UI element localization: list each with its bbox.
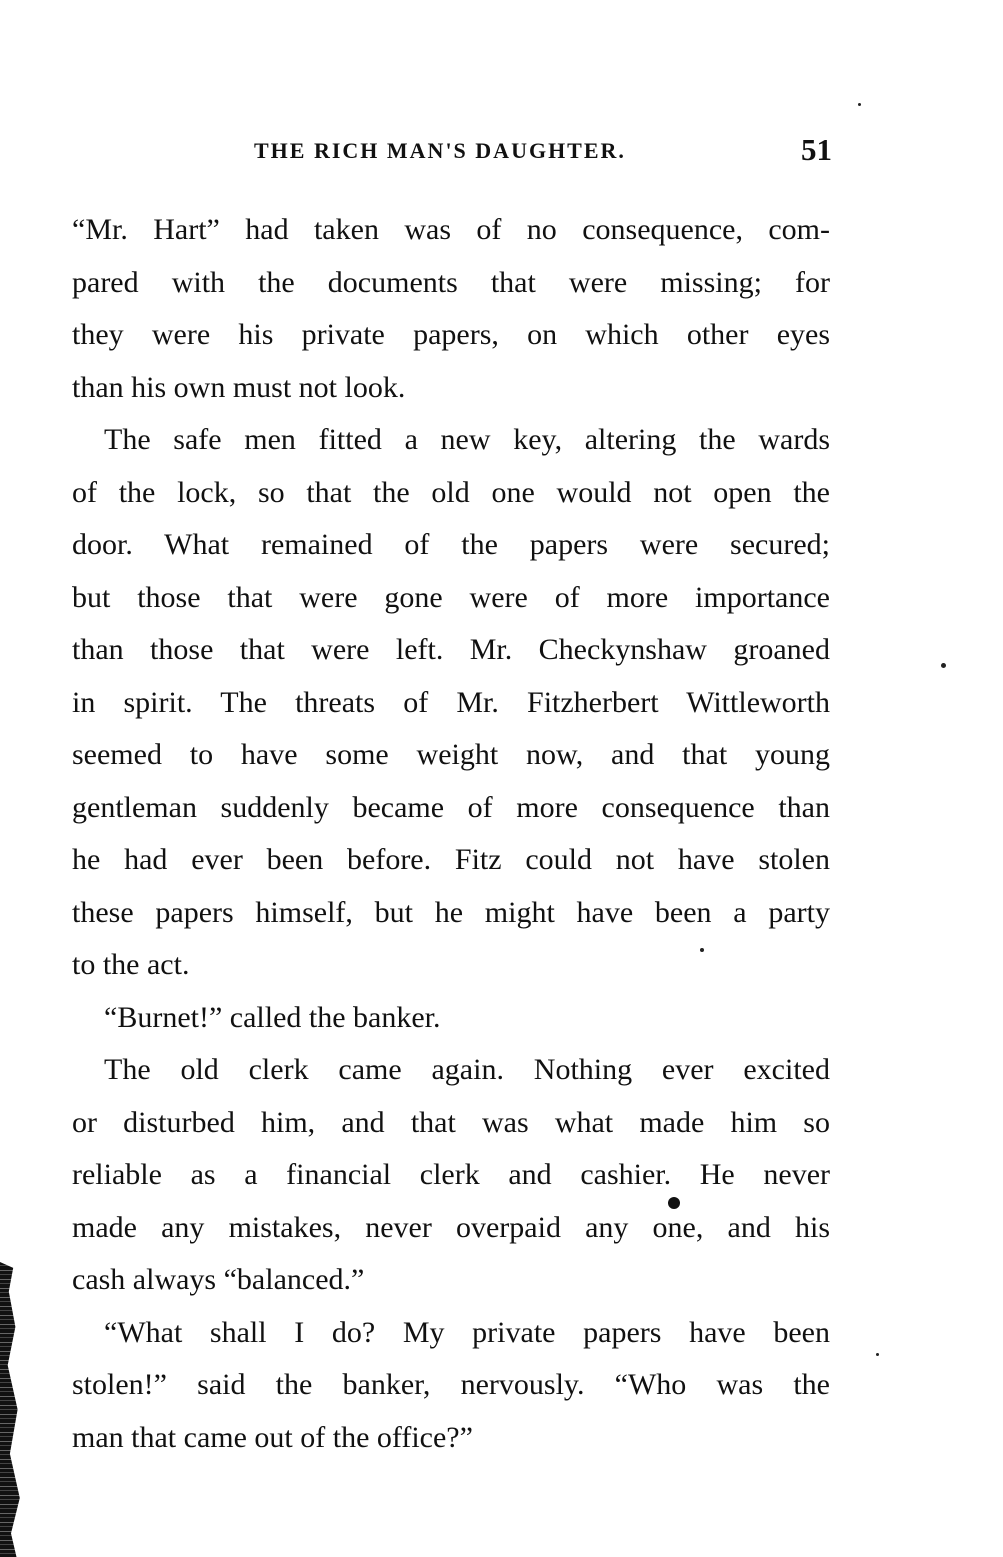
book-spine-edge [0,1262,22,1557]
text-line: The safe men fitted a new key, altering the wards [104,423,830,456]
text-line: these papers himself, but he might have been a party [72,895,830,929]
ink-speck [700,948,704,952]
page-body [72,204,830,1464]
text-line: than those that were left. Mr. Checkynshaw groaned [72,633,830,666]
text-line: cash always “balanced.” [72,1263,365,1296]
text-line: gentleman suddenly became of more consequence than [72,790,830,824]
text-line: but those that were gone were of more importance [72,580,830,614]
text-line: pared with the documents that were missing; for [72,265,830,299]
text-line: “Burnet!” called the banker. [104,1000,441,1034]
ink-speck [858,103,861,106]
text-line: made any mistakes, never overpaid any one, and his [72,1210,830,1244]
page-header [72,132,832,172]
text-line: or disturbed him, and that was what made him so [72,1105,830,1139]
text-line: in spirit. The threats of Mr. Fitzherbert Wittleworth [72,685,830,719]
text-line: reliable as a financial clerk and cashier. He never [72,1158,830,1191]
text-line: they were his private papers, on which other eyes [72,318,830,351]
text-line: “Mr. Hart” had taken was of no consequence, com- [72,213,830,246]
text-line: of the lock, so that the old one would not open the [72,475,830,509]
text-line: than his own must not look. [72,370,406,404]
text-line: stolen!” said the banker, nervously. “Who was the [72,1368,830,1401]
text-line: he had ever been before. Fitz could not have stolen [72,843,830,876]
ink-speck [876,1353,879,1356]
running-title: THE RICH MAN'S DAUGHTER. [254,138,626,163]
text-line: man that came out of the office?” [72,1420,473,1454]
ink-speck [941,663,946,668]
text-line: door. What remained of the papers were secured; [72,528,830,561]
page-number: 51 [801,132,832,167]
text-line: The old clerk came again. Nothing ever excited [104,1053,830,1086]
text-line: to the act. [72,948,190,981]
text-line: “What shall I do? My private papers have been [104,1315,830,1349]
ink-speck [668,1197,680,1209]
text-line: seemed to have some weight now, and that young [72,738,830,771]
